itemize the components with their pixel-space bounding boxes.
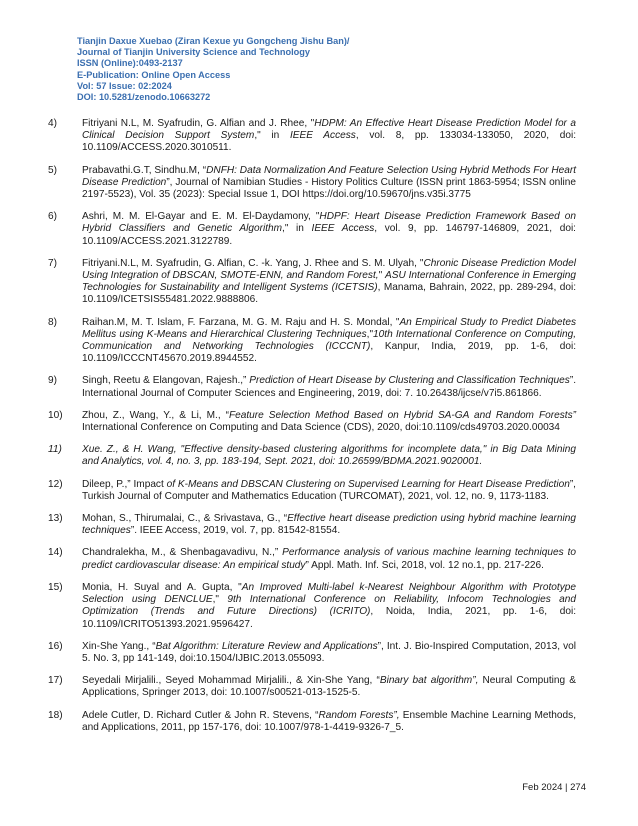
reference-segment: Fitriyani.N.L, M. Syafrudin, G. Alfian, C. -k. Yang, J. Rhee and S. M. Ulyah, ": [82, 257, 424, 269]
reference-title: Chronic Disease Prediction Model Using Integration of DBSCAN, SMOTE-ENN, and Random Forest,: [82, 257, 576, 282]
reference-title: ASU International Conference in Emerging Technologies for Sustainability and Intelligent Systems (ICETSIS): [82, 270, 576, 294]
reference-item: [48, 582, 576, 631]
reference-item: [48, 118, 576, 155]
reference-item: [48, 317, 576, 366]
reference-segment: Prabavathi.G.T, Sindhu.M, “: [82, 164, 207, 176]
reference-title: An Empirical Study to Predict Diabetes Mellitus using K-Means and Hierarchical Clustering Techniques: [82, 316, 576, 340]
reference-number: 17): [48, 675, 63, 687]
reference-text: [82, 479, 576, 503]
reference-number: 12): [48, 478, 63, 490]
reference-segment: Raihan.M, M. T. Islam, F. Farzana, M. G. M. Raju and H. S. Mondal, ": [82, 316, 400, 328]
reference-segment: , Kanpur, India, 2019, pp. 1-6, doi: 10.1109/ICCCNT45670.2019.8944552.: [82, 341, 577, 365]
reference-segment: , Manama, Bahrain, 2022, pp. 289-294, doi: 10.1109/ICETSIS55481.2022.9888806.: [82, 282, 576, 306]
reference-item: [48, 675, 576, 699]
reference-title: DNFH: Data Normalization And Feature Selection Using Hybrid Methods For Heart Disease Prediction: [82, 164, 576, 188]
reference-title: 9th International Conference on Reliability, Infocom Technologies and Optimization (Trends and Future Directions) (ICRITO): [82, 594, 576, 618]
reference-segment: Neural Computing & Applications, Springer 2013, doi: 10.1007/s00521-013-1525-5.: [82, 675, 576, 699]
reference-segment: Monia, H. Suyal and A. Gupta, ": [82, 581, 242, 593]
reference-item: [48, 211, 576, 248]
reference-number: 7): [48, 257, 57, 269]
reference-text: [82, 118, 576, 155]
reference-title: Prediction of Heart Disease by Clustering and Classification Techniques: [249, 375, 570, 387]
reference-title: An Improved Multi-label k-Nearest Neighbour Algorithm with Prototype Selection using DENCLUE: [82, 581, 577, 606]
reference-segment: Xin-She Yang., “: [82, 640, 156, 652]
reference-list: [48, 118, 576, 744]
reference-number: 13): [48, 513, 63, 525]
reference-segment: Dileep, P.,” Impact: [82, 478, 167, 490]
reference-segment: Fitriyani N.L, M. Syafrudin, G. Alfian and J. Rhee, ": [82, 118, 315, 129]
reference-number: 4): [48, 118, 57, 129]
reference-segment: ,": [212, 594, 228, 606]
reference-item: [48, 547, 576, 571]
reference-segment: International Conference on Computing and Data Science (CDS), 2020, doi:10.1109/cds49703.2020.00034: [82, 422, 560, 434]
reference-segment: Ashri, M. M. El-Gayar and E. M. El-Daydamony, ": [82, 211, 320, 223]
reference-segment: , Noida, India, 2021, pp. 1-6, doi: 10.1109/ICRITO51393.2021.9596427.: [82, 606, 577, 630]
reference-text: [82, 582, 576, 631]
header-journal-english-name: Journal of Tianjin University Science and Technology: [77, 47, 310, 58]
reference-segment: ”, Journal of Namibian Studies - History Politics Culture (ISSN print 1863-5954; ISSN online 2197-5523), Vol. 35 (2023): Special Issue 1, DOI https://doi.org/10.59670/jns.v35i.3775: [82, 176, 577, 201]
reference-segment: ," in: [254, 130, 290, 142]
reference-number: 6): [48, 211, 57, 223]
reference-item: [48, 641, 576, 665]
reference-number: 11): [48, 444, 62, 456]
reference-segment: , vol. 8, pp. 133034-133050, 2020, doi: 10.1109/ACCESS.2020.3010511.: [82, 130, 576, 154]
reference-text: [82, 317, 576, 366]
reference-title: Feature Selection Method Based on Hybrid SA-GA and Random Forests”: [228, 409, 576, 421]
reference-item: [48, 375, 576, 399]
reference-segment: ” Appl. Math. Inf. Sci, 2018, vol. 12 no.1, pp. 217-226.: [305, 559, 544, 571]
reference-segment: ”, Turkish Journal of Computer and Mathematics Education (TURCOMAT), 2021, vol. 12, no. 9, 1173-1183.: [82, 478, 576, 502]
reference-segment: ": [378, 270, 386, 282]
reference-number: 16): [48, 640, 63, 652]
reference-segment: ," in: [282, 223, 312, 235]
reference-item: [48, 479, 576, 503]
reference-segment: Chandralekha, M., & Shenbagavadivu, N.,”: [82, 547, 283, 559]
header-journal-name: Tianjin Daxue Xuebao (Ziran Kexue yu Gongcheng Jishu Ban)/: [77, 36, 350, 46]
reference-segment: ,": [366, 328, 374, 340]
reference-title: Bat Algorithm: Literature Review and Applications: [155, 640, 378, 652]
reference-text: [82, 211, 576, 248]
reference-text: [82, 547, 576, 571]
reference-segment: Singh, Reetu & Elangovan, Rajesh.,”: [82, 375, 250, 387]
journal-header: [77, 36, 597, 103]
reference-number: 18): [48, 709, 63, 721]
reference-text: [82, 710, 576, 734]
reference-number: 10): [48, 409, 63, 421]
reference-number: 15): [48, 581, 63, 593]
reference-title: HDPM: An Effective Heart Disease Prediction Model for a Clinical Decision Support System: [82, 118, 576, 142]
reference-text: [82, 258, 576, 307]
reference-segment: Mohan, S., Thirumalai, C., & Srivastava, G., “: [82, 513, 288, 525]
reference-segment: ”, Int. J. Bio-Inspired Computation, 2013, vol 5. No. 3, pp 141-149, doi:10.1504/IJBIC.2013.055093.: [82, 640, 576, 664]
reference-title: 10th International Conference on Computing, Communication and Networking Technologies (ICCCNT): [82, 328, 576, 353]
reference-segment: , vol. 9, pp. 146797-146809, 2021, doi: 10.1109/ACCESS.2021.3122789.: [82, 223, 576, 247]
reference-title: Random Forests”,: [318, 709, 400, 721]
reference-text: [82, 410, 576, 434]
reference-title: of K-Means and DBSCAN Clustering on Supervised Learning for Heart Disease Prediction: [166, 478, 570, 490]
reference-segment: Xue. Z., & H. Wang, "Effective density-based clustering algorithms for incomplete data," in Big Data Mining and Analytics, vol. 4, no. 3, pp. 183-194, Sept. 2021, doi: 10.26599/BDMA.2021.9020001.: [82, 444, 576, 468]
header-publication-type: E-Publication: Online Open Access: [77, 69, 231, 80]
reference-item: [48, 165, 576, 202]
reference-title: Effective heart disease prediction using hybrid machine learning techniques: [82, 513, 576, 537]
reference-number: 5): [48, 164, 57, 176]
reference-number: 14): [48, 547, 63, 559]
reference-title: Binary bat algorithm”,: [379, 675, 479, 687]
reference-item: [48, 710, 576, 734]
reference-segment: Zhou, Z., Wang, Y., & Li, M., “: [82, 409, 229, 421]
reference-text: [82, 641, 576, 665]
page-footer: Feb 2024 | 274: [522, 782, 586, 793]
reference-segment: Adele Cutler, D. Richard Cutler & John R. Stevens, “: [82, 709, 319, 721]
reference-item: [48, 258, 576, 307]
reference-number: 8): [48, 316, 57, 328]
header-doi: DOI: 10.5281/zenodo.10663272: [77, 92, 211, 103]
reference-item: [48, 410, 576, 434]
reference-title: IEEE Access: [311, 223, 375, 235]
reference-title: IEEE Access: [289, 130, 356, 142]
reference-text: [82, 444, 576, 468]
reference-segment: Ensemble Machine Learning Methods, and Applications, 2011, pp 157-176, doi: 10.1007/978-1-4419-9326-7_5.: [82, 709, 576, 733]
reference-title: HDPF: Heart Disease Prediction Framework Based on Hybrid Classifiers and Genetic Algorithm: [82, 211, 576, 235]
reference-title: Performance analysis of various machine learning techniques to predict cardiovascular disease: An empirical study: [82, 547, 576, 571]
reference-text: [82, 165, 576, 202]
reference-text: [82, 675, 576, 699]
reference-item: [48, 444, 576, 468]
reference-text: [82, 375, 576, 399]
reference-segment: Seyedali Mirjalili., Seyed Mohammad Mirjalili., & Xin-She Yang, “: [82, 675, 380, 687]
reference-item: [48, 513, 576, 537]
reference-segment: ”. International Journal of Computer Sciences and Engineering, 2019, doi: 7. 10.26438/ijcse/v7i5.861866.: [82, 375, 576, 399]
header-issn: ISSN (Online):0493-2137: [77, 58, 183, 69]
reference-text: [82, 513, 576, 537]
header-volume-issue: Vol: 57 Issue: 02:2024: [77, 80, 172, 91]
reference-number: 9): [48, 375, 57, 387]
reference-segment: ”. IEEE Access, 2019, vol. 7, pp. 81542-81554.: [130, 525, 341, 537]
